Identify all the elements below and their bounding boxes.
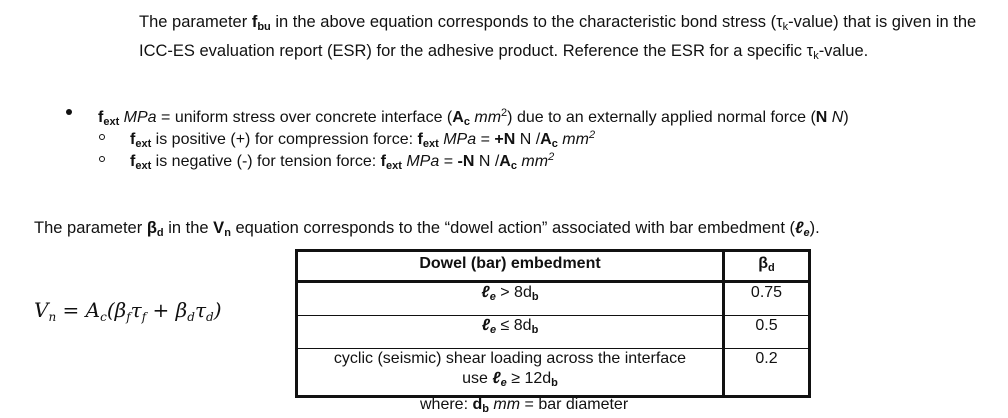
condition-cell — [297, 349, 724, 397]
text: ) due to an externally applied normal force ( — [507, 109, 816, 126]
unit: mm — [488, 396, 521, 413]
unit: mm — [469, 109, 502, 126]
text: -value. — [818, 42, 869, 60]
subscript: b — [551, 377, 558, 389]
subscript: ext — [386, 160, 402, 172]
eq-subscript: d — [187, 310, 195, 324]
subscript: c — [510, 160, 517, 172]
eq-part: τ — [194, 298, 207, 322]
text: equation corresponds to the “dowel action” associated with bar embedment ( — [230, 219, 795, 237]
eq-subscript: c — [100, 310, 107, 324]
subscript: ext — [422, 138, 439, 150]
symbol-le: ℓ — [492, 370, 501, 387]
condition-cell — [297, 282, 724, 316]
symbol-f: f — [380, 153, 386, 170]
condition-text-line2 — [298, 369, 722, 393]
symbol-f: f — [251, 13, 258, 31]
subscript: k — [782, 21, 789, 33]
text: / — [531, 131, 541, 148]
subscript: bu — [257, 21, 271, 33]
eq-part: + β — [146, 298, 188, 322]
unit: N — [827, 109, 844, 126]
text: -value) that is given in the ICC-ES evaluation report (ESR) for the adhesive product. Reference the ESR for a specific — [139, 13, 977, 60]
condition-text: ≥ 12d — [506, 370, 552, 387]
table-header-row — [297, 251, 810, 282]
eq-part: V — [34, 298, 49, 322]
eq-part: (β — [106, 298, 127, 322]
subscript: e — [489, 291, 496, 303]
unit: MPa — [119, 109, 157, 126]
subscript: e — [489, 324, 497, 336]
condition-cell — [297, 316, 724, 349]
table-row — [297, 282, 810, 316]
subscript: c — [551, 138, 558, 150]
symbol-A: A — [452, 109, 464, 126]
condition-text: > 8d — [495, 284, 532, 301]
unit: N — [515, 131, 532, 148]
symbol-d: d — [472, 396, 483, 413]
symbol-tau: τ — [776, 13, 783, 31]
unit: N — [474, 153, 491, 170]
subscript: b — [531, 324, 539, 336]
bar-diameter-note — [420, 396, 628, 415]
eq-part: = A — [56, 298, 101, 322]
eq-subscript: d — [206, 310, 214, 324]
condition-text: ≤ 8d — [496, 317, 532, 334]
text: in the — [163, 219, 214, 237]
symbol-le: ℓ — [794, 219, 804, 237]
unit: MPa — [438, 131, 477, 148]
dowel-embedment-table — [295, 249, 811, 398]
unit: mm — [516, 153, 549, 170]
text: = — [439, 153, 458, 170]
symbol-A: A — [540, 131, 552, 148]
value-cell: 0.75 — [724, 282, 810, 316]
symbol-beta: β — [146, 219, 157, 237]
superscript: 2 — [588, 129, 596, 141]
text: where: — [420, 396, 473, 413]
shear-equation — [34, 298, 222, 324]
value-cell: 0.2 — [724, 349, 810, 397]
symbol-A: A — [499, 153, 511, 170]
symbol-f: f — [417, 131, 423, 148]
symbol-V: V — [213, 219, 225, 237]
text: The parameter — [139, 13, 252, 31]
text: = bar diameter — [520, 396, 629, 413]
bond-stress-paragraph — [139, 10, 979, 68]
eq-part: ) — [213, 298, 222, 322]
text: The parameter — [34, 219, 147, 237]
sub-bullet-icon — [99, 156, 105, 162]
subscript: b — [531, 291, 539, 303]
subscript: ext — [135, 160, 152, 172]
text: is positive (+) for compression force: — [151, 131, 418, 148]
eq-subscript: n — [48, 310, 57, 324]
symbol-N: N — [815, 109, 828, 126]
symbol-beta: β — [758, 255, 769, 272]
subscript: ext — [103, 116, 120, 128]
tension-sub-bullet — [130, 146, 554, 177]
symbol-f: f — [130, 131, 136, 148]
eq-subscript: f — [141, 310, 147, 324]
symbol-le: ℓ — [481, 284, 490, 301]
table-row — [297, 349, 810, 397]
subscript: k — [813, 50, 819, 62]
symbol-N: -N — [457, 153, 475, 170]
superscript: 2 — [548, 151, 555, 163]
unit: MPa — [401, 153, 440, 170]
value-cell: 0.5 — [724, 316, 810, 349]
symbol-f: f — [98, 109, 104, 126]
text: is negative (-) for tension force: — [151, 153, 381, 170]
subscript: n — [224, 227, 231, 239]
subscript: d — [768, 262, 775, 274]
subscript: d — [156, 227, 164, 239]
text: use — [462, 370, 493, 387]
subscript: e — [803, 227, 810, 239]
symbol-le: ℓ — [481, 317, 490, 334]
symbol-N: +N — [494, 131, 516, 148]
symbol-f: f — [130, 153, 136, 170]
superscript: 2 — [501, 107, 508, 119]
bullet-icon — [66, 109, 72, 115]
subscript: b — [482, 403, 489, 415]
dowel-action-paragraph — [34, 216, 820, 245]
sub-bullet-icon — [99, 134, 105, 140]
table-row — [297, 316, 810, 349]
subscript: c — [463, 116, 470, 128]
eq-subscript: f — [126, 310, 131, 324]
subscript: e — [500, 377, 507, 389]
subscript: ext — [135, 138, 152, 150]
text: ) — [843, 109, 849, 126]
text: / — [490, 153, 500, 170]
condition-text: cyclic (seismic) shear loading across the interface — [333, 350, 687, 367]
text: = uniform stress over concrete interface ( — [156, 109, 453, 126]
header-embedment: Dowel (bar) embedment — [297, 251, 724, 282]
symbol-tau: τ — [806, 42, 814, 60]
text: ). — [809, 219, 820, 237]
text: = — [476, 131, 495, 148]
text: in the above equation corresponds to the characteristic bond stress ( — [270, 13, 777, 31]
eq-part: τ — [130, 298, 142, 322]
header-beta-d — [724, 251, 810, 282]
unit: mm — [557, 131, 589, 148]
